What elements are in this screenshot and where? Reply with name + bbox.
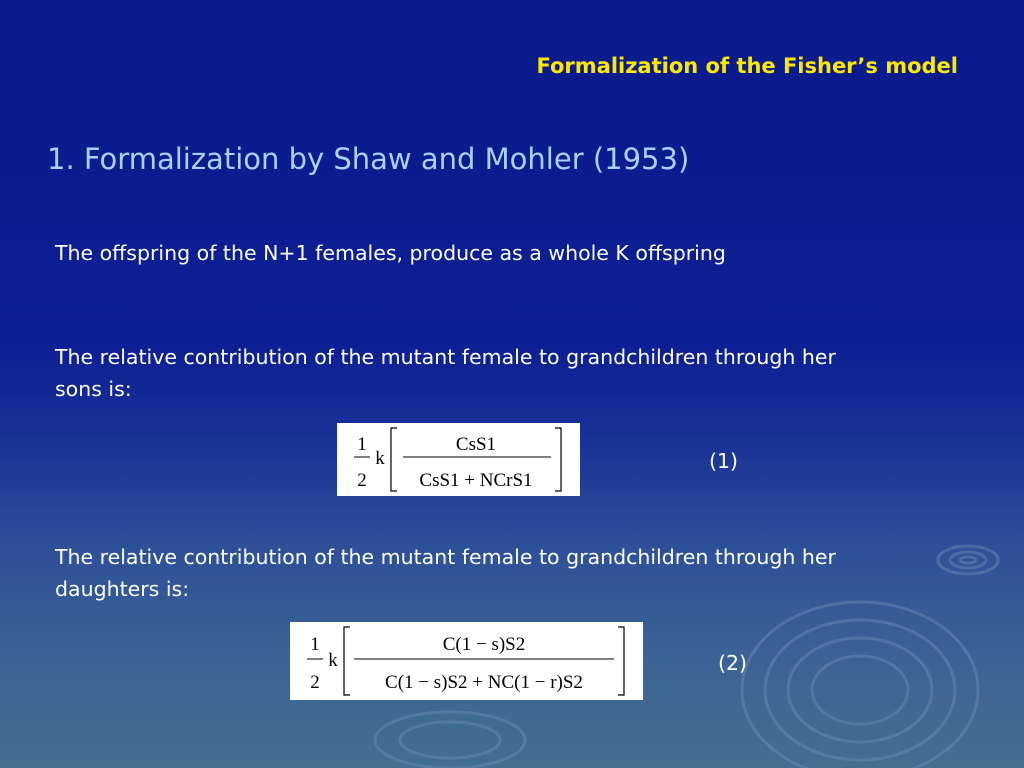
paragraph-daughters-line1: The relative contribution of the mutant female to grandchildren through her [55, 545, 836, 569]
section-heading: 1. Formalization by Shaw and Mohler (1953) [47, 142, 690, 176]
paragraph-daughters [55, 541, 836, 605]
eq2-denominator: C(1 − s)S2 + NC(1 − r)S2 [385, 672, 583, 693]
equation-2 [290, 622, 643, 700]
eq1-coef-numerator: 1 [357, 434, 367, 455]
eq1-coef-denominator: 2 [357, 470, 367, 491]
eq2-k: k [328, 650, 338, 671]
paragraph-offspring: The offspring of the N+1 females, produce as a whole K offspring [55, 241, 726, 265]
paragraph-sons-line2: sons is: [55, 377, 132, 401]
eq1-denominator: CsS1 + NCrS1 [419, 470, 533, 491]
paragraph-daughters-line2: daughters is: [55, 577, 190, 601]
equation-1 [337, 423, 580, 496]
eq2-numerator: C(1 − s)S2 [442, 634, 526, 655]
eq2-coef-numerator: 1 [310, 634, 320, 655]
eq2-left-bracket [344, 627, 350, 695]
equation-2-label: (2) [718, 651, 748, 675]
slide-title: Formalization of the Fisher’s model [536, 54, 958, 78]
eq2-right-bracket [618, 627, 624, 695]
paragraph-sons [55, 341, 836, 405]
paragraph-sons-line1: The relative contribution of the mutant female to grandchildren through her [55, 345, 836, 369]
equation-1-label: (1) [709, 449, 739, 473]
eq1-left-bracket [391, 428, 397, 491]
eq2-coef-denominator: 2 [310, 672, 320, 693]
eq1-k: k [375, 448, 385, 469]
eq1-numerator: CsS1 [455, 434, 497, 455]
eq1-right-bracket [555, 428, 561, 491]
